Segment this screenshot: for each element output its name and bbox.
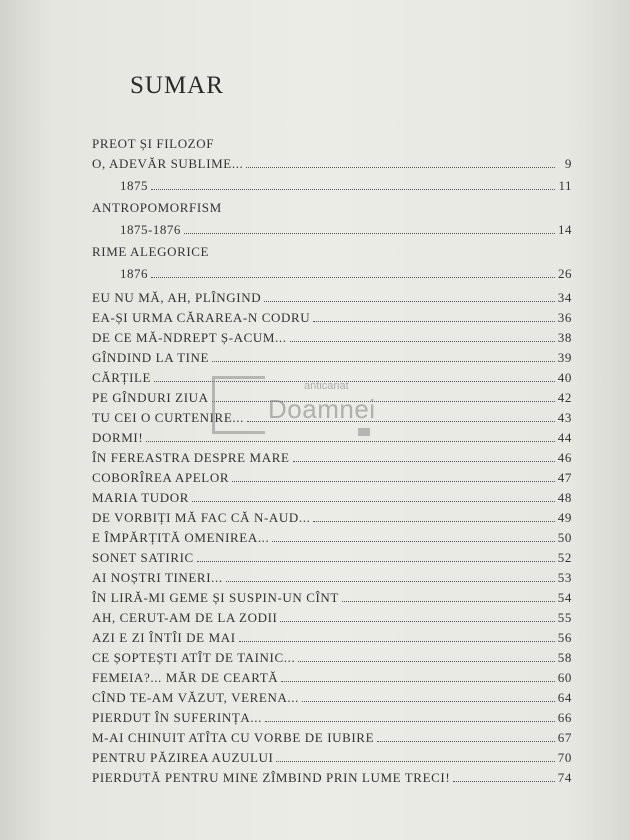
toc-leader-dots bbox=[453, 780, 555, 782]
toc-entry-row bbox=[92, 196, 572, 216]
toc-page-number: 34 bbox=[557, 290, 572, 305]
toc-leader-dots bbox=[293, 460, 555, 462]
toc-page-number: 49 bbox=[557, 510, 572, 525]
toc-entry-title: EU NU MĂ, AH, PLÎNGIND bbox=[92, 290, 262, 305]
watermark-small-text: anticariat bbox=[304, 380, 349, 392]
toc-entry-row bbox=[92, 152, 572, 172]
watermark-badge-icon bbox=[358, 428, 370, 436]
toc-page-number: 70 bbox=[557, 750, 572, 765]
toc-leader-dots bbox=[272, 540, 554, 542]
toc-section-row bbox=[92, 262, 572, 282]
toc-entry-title: M-AI CHINUIT ATÎTA CU VORBE DE IUBIRE bbox=[92, 730, 375, 745]
toc-section-row bbox=[92, 174, 572, 194]
toc-entry-title: O, ADEVĂR SUBLIME... bbox=[92, 156, 244, 171]
toc-entry-row bbox=[92, 766, 572, 786]
toc-entry-title: PIERDUTĂ PENTRU MINE ZÎMBIND PRIN LUME TRECI! bbox=[92, 770, 451, 785]
toc-page-number: 58 bbox=[557, 650, 572, 665]
toc-page-number: 46 bbox=[557, 450, 572, 465]
toc-entry-title: AZI E ZI ÎNTÎI DE MAI bbox=[92, 630, 236, 645]
toc-entry-title: CÎND TE-AM VĂZUT, VERENA... bbox=[92, 690, 299, 705]
toc-entry-title: AH, CERUT-AM DE LA ZODII bbox=[92, 610, 278, 625]
toc-leader-dots bbox=[276, 760, 554, 762]
toc-leader-dots bbox=[298, 660, 554, 662]
toc-entry-row bbox=[92, 132, 572, 152]
toc-page-number: 11 bbox=[558, 178, 572, 193]
toc-entry-title: CE ȘOPTEȘTI ATÎT DE TAINIC... bbox=[92, 650, 296, 665]
toc-leader-dots bbox=[197, 560, 555, 562]
toc-entry-row bbox=[92, 466, 572, 486]
toc-entry-title: ANTROPOMORFISM bbox=[92, 200, 222, 215]
toc-page-number: 43 bbox=[557, 410, 572, 425]
toc-page-number: 48 bbox=[557, 490, 572, 505]
toc-page-number: 14 bbox=[558, 222, 572, 237]
toc-entry-row bbox=[92, 726, 572, 746]
toc-page-number: 53 bbox=[557, 570, 572, 585]
toc-entry-title: PENTRU PĂZIREA AUZULUI bbox=[92, 750, 274, 765]
toc-section-row bbox=[92, 218, 572, 238]
toc-page-number: 55 bbox=[557, 610, 572, 625]
toc-entry-row bbox=[92, 486, 572, 506]
toc-entry-row bbox=[92, 546, 572, 566]
toc-leader-dots bbox=[280, 620, 554, 622]
toc-leader-dots bbox=[184, 232, 555, 234]
toc-page-number: 44 bbox=[557, 430, 572, 445]
toc-leader-dots bbox=[264, 300, 555, 302]
toc-entry-row bbox=[92, 286, 572, 306]
toc-leader-dots bbox=[313, 520, 554, 522]
toc-entry-row bbox=[92, 506, 572, 526]
toc-entry-title: PREOT ȘI FILOZOF bbox=[92, 136, 215, 151]
toc-page-number: 67 bbox=[557, 730, 572, 745]
toc-page-number: 40 bbox=[557, 370, 572, 385]
toc-page-number: 74 bbox=[557, 770, 572, 785]
toc-page-number: 60 bbox=[557, 670, 572, 685]
toc-entry-row bbox=[92, 666, 572, 686]
toc-section-year: 1875 bbox=[120, 178, 148, 193]
toc-leader-dots bbox=[192, 500, 555, 502]
toc-leader-dots bbox=[290, 340, 555, 342]
toc-leader-dots bbox=[212, 360, 555, 362]
toc-page-number: 47 bbox=[557, 470, 572, 485]
toc-page-number: 64 bbox=[557, 690, 572, 705]
toc-entry-title: DE CE MĂ-NDREPT Ș-ACUM... bbox=[92, 330, 287, 345]
toc-entry-title: DE VORBIȚI MĂ FAC CĂ N-AUD... bbox=[92, 510, 311, 525]
toc-entry-title: ÎN FEREASTRA DESPRE MARE bbox=[92, 450, 290, 465]
watermark-frame-icon bbox=[212, 376, 265, 434]
toc-entry-title: DORMI! bbox=[92, 430, 144, 445]
toc-leader-dots bbox=[151, 188, 555, 190]
toc-entry-title: EA-ȘI URMA CĂRAREA-N CODRU bbox=[92, 310, 311, 325]
toc-page-number: 52 bbox=[557, 550, 572, 565]
toc-page-number: 26 bbox=[558, 266, 572, 281]
toc-entry-row bbox=[92, 446, 572, 466]
toc-page-number: 39 bbox=[557, 350, 572, 365]
toc-entry-row bbox=[92, 566, 572, 586]
toc-page-number: 50 bbox=[557, 530, 572, 545]
toc-entry-title: PIERDUT ÎN SUFERINȚA... bbox=[92, 710, 262, 725]
toc-leader-dots bbox=[342, 600, 555, 602]
toc-entry-title: MARIA TUDOR bbox=[92, 490, 190, 505]
toc-leader-dots bbox=[302, 700, 555, 702]
toc-entry-row bbox=[92, 326, 572, 346]
toc-entry-row bbox=[92, 686, 572, 706]
watermark-big-text: Doamnei bbox=[268, 394, 376, 424]
toc-page-number: 66 bbox=[557, 710, 572, 725]
toc-section-year: 1876 bbox=[120, 266, 148, 281]
toc-leader-dots bbox=[246, 166, 555, 168]
toc-entry-title: SONET SATIRIC bbox=[92, 550, 194, 565]
page-title: SUMAR bbox=[130, 72, 224, 99]
toc-entry-row bbox=[92, 526, 572, 546]
toc-page-number: 9 bbox=[564, 156, 572, 171]
toc-leader-dots bbox=[151, 276, 555, 278]
toc-entry-title: FEMEIA?... MĂR DE CEARTĂ bbox=[92, 670, 279, 685]
toc-entry-row bbox=[92, 606, 572, 626]
toc-entry-title: CĂRȚILE bbox=[92, 370, 152, 385]
toc-page-number: 36 bbox=[557, 310, 572, 325]
toc-leader-dots bbox=[239, 640, 555, 642]
toc-leader-dots bbox=[377, 740, 555, 742]
toc-leader-dots bbox=[265, 720, 555, 722]
toc-page-number: 42 bbox=[557, 390, 572, 405]
toc-entry-row bbox=[92, 346, 572, 366]
watermark-logo bbox=[208, 372, 388, 442]
toc-entry-title: COBORÎREA APELOR bbox=[92, 470, 230, 485]
toc-entry-title: E ÎMPĂRȚITĂ OMENIREA... bbox=[92, 530, 270, 545]
toc-entry-row bbox=[92, 626, 572, 646]
toc-entry-title: GÎNDIND LA TINE bbox=[92, 350, 210, 365]
toc-entry-title: ÎN LIRĂ-MI GEME ȘI SUSPIN-UN CÎNT bbox=[92, 590, 339, 605]
toc-section-year: 1875-1876 bbox=[120, 222, 181, 237]
toc-entry-row bbox=[92, 646, 572, 666]
toc-entry-title: TU CEI O CURTENIRE... bbox=[92, 410, 244, 425]
toc-page-number: 56 bbox=[557, 630, 572, 645]
toc-entry-row bbox=[92, 306, 572, 326]
toc-leader-dots bbox=[313, 320, 555, 322]
toc-entry-title: RIME ALEGORICE bbox=[92, 244, 210, 259]
toc-page-number: 54 bbox=[557, 590, 572, 605]
toc-entry-row bbox=[92, 586, 572, 606]
toc-entry-row bbox=[92, 706, 572, 726]
toc-entry-title: AI NOȘTRI TINERI... bbox=[92, 570, 223, 585]
toc-entry-title: PE GÎNDURI ZIUA bbox=[92, 390, 209, 405]
toc-entry-row bbox=[92, 746, 572, 766]
toc-leader-dots bbox=[232, 480, 555, 482]
toc-leader-dots bbox=[226, 580, 555, 582]
toc-page-number: 38 bbox=[557, 330, 572, 345]
toc-leader-dots bbox=[281, 680, 555, 682]
toc-entry-row bbox=[92, 240, 572, 260]
